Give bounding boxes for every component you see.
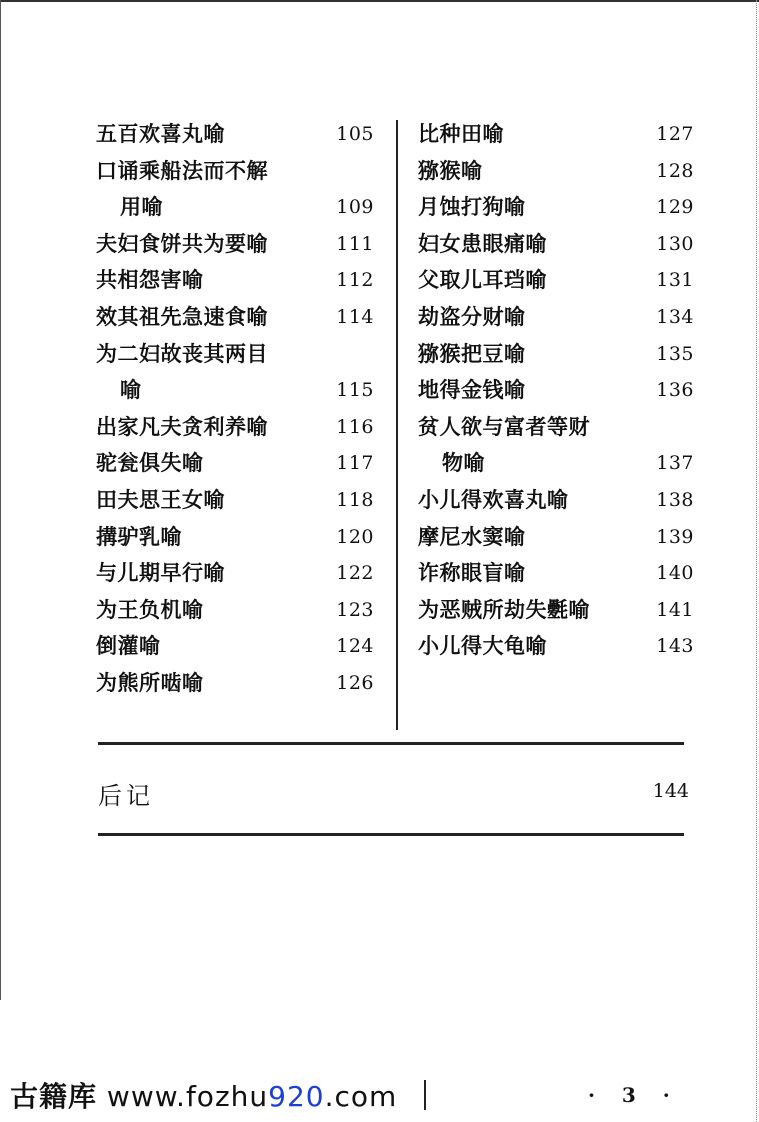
- toc-entry[interactable]: [96, 628, 374, 665]
- toc-entry-title: 为熊所啮喻: [96, 669, 204, 695]
- toc-left-column: [96, 116, 374, 702]
- toc-entry-title: 出家凡夫贪利养喻: [96, 413, 268, 439]
- toc-entry[interactable]: [96, 372, 374, 409]
- toc-entry-title: 比种田喻: [418, 121, 504, 146]
- toc-entry-title: 与儿期早行喻: [96, 560, 225, 586]
- toc-entry-page: 114: [336, 305, 374, 328]
- toc-entry[interactable]: [96, 409, 374, 446]
- watermark: [10, 1075, 397, 1115]
- toc-entry[interactable]: [96, 445, 374, 482]
- toc-entry[interactable]: [96, 226, 374, 263]
- toc-entry[interactable]: [418, 555, 694, 592]
- toc-entry-title: 共相怨害喻: [96, 267, 204, 293]
- watermark-bar: [424, 1080, 426, 1110]
- toc-entry-title: 摩尼水窦喻: [418, 523, 526, 549]
- column-divider: [396, 120, 398, 730]
- toc-entry-title: 为二妇故丧其两目: [96, 340, 268, 366]
- afterword-top-rule: [98, 742, 684, 745]
- toc-entry-title: 父取儿耳珰喻: [418, 267, 547, 293]
- toc-entry-title: 倒灌喻: [96, 633, 161, 659]
- toc-entry-title: 月蚀打狗喻: [418, 194, 526, 220]
- toc-entry-title: 小儿得大龟喻: [418, 633, 547, 659]
- toc-entry-page: 141: [656, 598, 694, 621]
- page-top-border: [0, 0, 759, 5]
- toc-entry[interactable]: [418, 445, 694, 482]
- toc-entry[interactable]: [418, 336, 694, 373]
- toc-entry[interactable]: [418, 189, 694, 226]
- toc-entry-title: 为恶贼所劫失氎喻: [418, 596, 590, 622]
- toc-entry-page: 105: [336, 123, 374, 145]
- toc-entry-title: 猕猴喻: [418, 157, 483, 183]
- watermark-cn: 古籍库: [10, 1080, 98, 1113]
- toc-entry[interactable]: [96, 299, 374, 336]
- toc-entry-page: 131: [656, 269, 694, 292]
- toc-entry-page: 124: [336, 635, 374, 658]
- toc-entry-page: 137: [656, 452, 694, 475]
- toc-entry-page: 136: [656, 379, 694, 402]
- toc-entry[interactable]: [418, 116, 694, 153]
- toc-entry-page: 115: [336, 379, 374, 402]
- toc-right-column: [418, 116, 694, 665]
- toc-entry-title: 地得金钱喻: [418, 377, 526, 403]
- toc-entry-page: 118: [336, 488, 374, 511]
- afterword-title[interactable]: 后记: [98, 782, 154, 810]
- toc-entry-page: 111: [336, 232, 374, 255]
- toc-entry-title: 劫盗分财喻: [418, 303, 526, 329]
- toc-entry-title: 效其祖先急速食喻: [96, 303, 268, 329]
- toc-entry[interactable]: [96, 153, 374, 190]
- toc-entry-page: 117: [336, 452, 374, 475]
- toc-entry-title: 口诵乘船法而不解: [96, 157, 268, 183]
- toc-entry-page: 139: [656, 525, 694, 548]
- toc-entry[interactable]: [96, 482, 374, 519]
- toc-entry-page: 129: [656, 196, 694, 219]
- toc-entry[interactable]: [96, 116, 374, 153]
- toc-entry-page: 122: [336, 562, 374, 585]
- toc-entry-title: 物喻: [442, 450, 485, 476]
- toc-entry-title: 小儿得欢喜丸喻: [418, 486, 569, 512]
- toc-entry[interactable]: [418, 482, 694, 519]
- toc-entry-page: 134: [656, 305, 694, 328]
- toc-entry[interactable]: [96, 519, 374, 556]
- toc-entry-page: 130: [656, 232, 694, 255]
- toc-entry-page: 138: [656, 488, 694, 511]
- toc-entry-title: 妇女患眼痛喻: [418, 230, 547, 256]
- toc-entry-page: 127: [656, 123, 694, 145]
- toc-entry-title: 为王负机喻: [96, 596, 204, 622]
- page-number: · 3 ·: [588, 1083, 680, 1107]
- toc-entry-page: 123: [336, 598, 374, 621]
- toc-entry-page: 112: [336, 269, 374, 292]
- watermark-prefix: www.fozhu: [106, 1080, 269, 1113]
- afterword-bottom-rule: [98, 833, 684, 836]
- toc-entry-title: 搆驴乳喻: [96, 523, 182, 549]
- toc-entry-title: 喻: [120, 377, 142, 403]
- toc-entry-title: 诈称眼盲喻: [418, 560, 526, 586]
- toc-entry[interactable]: [418, 592, 694, 629]
- toc-entry-page: 126: [336, 671, 374, 694]
- toc-entry[interactable]: [96, 592, 374, 629]
- page-left-border: [0, 0, 3, 1000]
- toc-entry[interactable]: [418, 299, 694, 336]
- toc-entry-page: 143: [656, 635, 694, 658]
- toc-entry[interactable]: [96, 262, 374, 299]
- toc-entry-title: 用喻: [120, 194, 163, 220]
- toc-entry-title: 田夫思王女喻: [96, 486, 225, 512]
- toc-entry[interactable]: [418, 153, 694, 190]
- page-right-border: [755, 0, 757, 1122]
- toc-entry[interactable]: [418, 262, 694, 299]
- toc-entry-title: 夫妇食饼共为要喻: [96, 230, 268, 256]
- toc-entry-page: 128: [656, 159, 694, 182]
- toc-entry-page: 140: [656, 562, 694, 585]
- watermark-suffix: .com: [324, 1080, 398, 1113]
- toc-entry[interactable]: [418, 519, 694, 556]
- afterword-page-number: 144: [652, 780, 689, 802]
- toc-entry-page: 120: [336, 525, 374, 548]
- watermark-accent: 920: [268, 1080, 325, 1113]
- toc-entry[interactable]: [96, 189, 374, 226]
- toc-entry[interactable]: [96, 336, 374, 373]
- toc-entry[interactable]: [418, 226, 694, 263]
- toc-entry-title: 猕猴把豆喻: [418, 340, 526, 366]
- toc-entry-title: 驼瓮俱失喻: [96, 450, 204, 476]
- toc-entry[interactable]: [96, 555, 374, 592]
- toc-entry-page: 135: [656, 342, 694, 365]
- toc-entry-page: 109: [336, 196, 374, 219]
- toc-entry[interactable]: [418, 372, 694, 409]
- toc-entry[interactable]: [96, 665, 374, 702]
- toc-entry-title: 贫人欲与富者等财: [418, 413, 590, 439]
- toc-entry[interactable]: [418, 628, 694, 665]
- toc-entry-title: 五百欢喜丸喻: [96, 121, 225, 146]
- toc-entry[interactable]: [418, 409, 694, 446]
- toc-entry-page: 116: [336, 415, 374, 438]
